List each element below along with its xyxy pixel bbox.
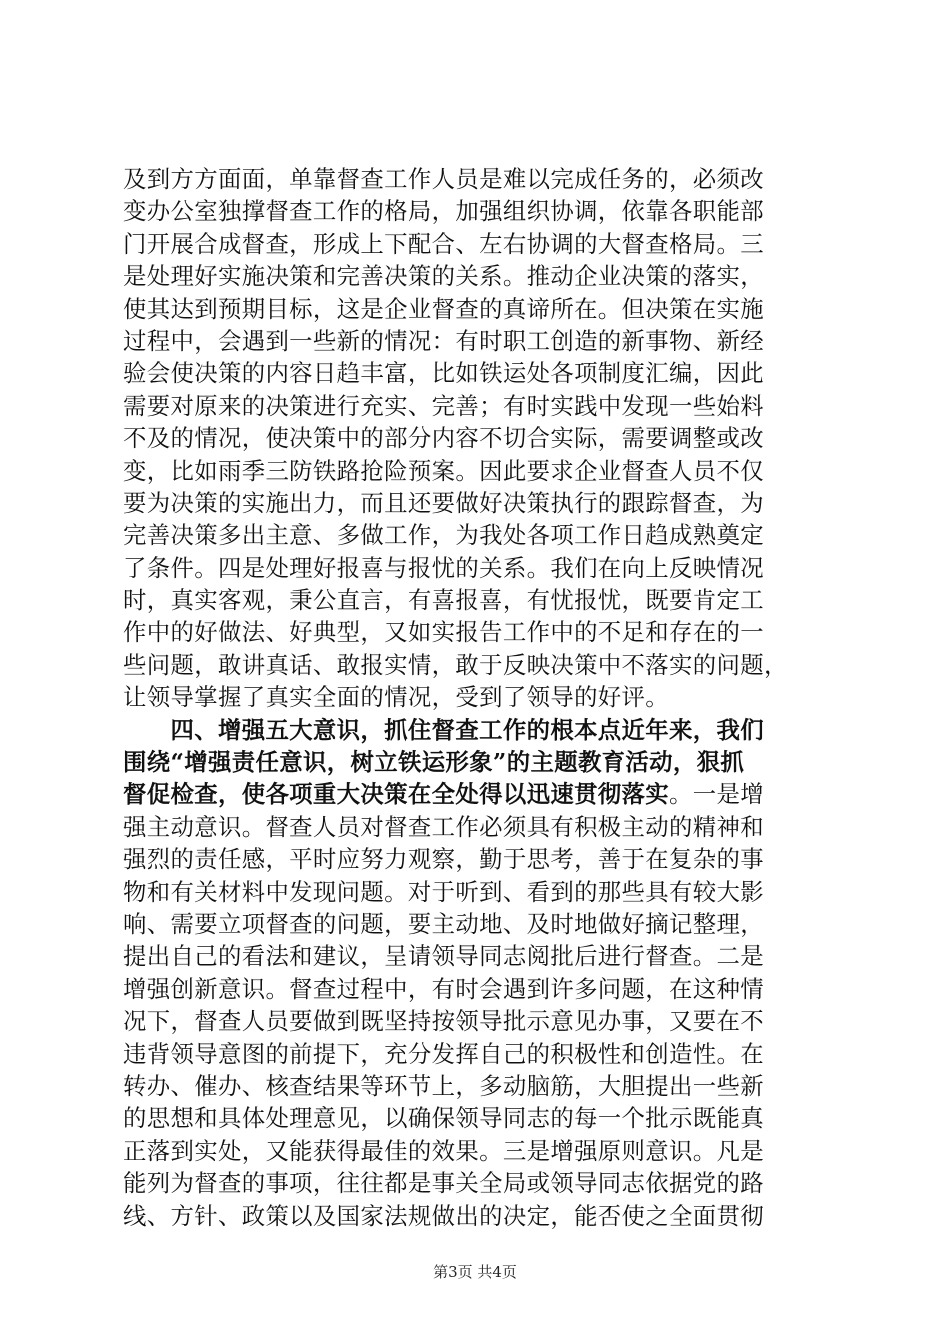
text-line: 四、增强五大意识，抓住督查工作的根本点近年来，我们 [123, 715, 764, 744]
text-line: 不及的情况，使决策中的部分内容不切合实际，需要调整或改 [123, 424, 764, 453]
text-line: 完善决策多出主意、多做工作，为我处各项工作日趋成熟奠定 [123, 521, 764, 550]
text-line-bold-part: 督促检查，使各项重大决策在全处得以迅速贯彻落实 [123, 780, 670, 809]
text-line: 的思想和具体处理意见，以确保领导同志的每一个批示既能真 [123, 1104, 764, 1133]
text-line: 变，比如雨季三防铁路抢险预案。因此要求企业督查人员不仅 [123, 456, 764, 485]
text-line: 门开展合成督查，形成上下配合、左右协调的大督查格局。三 [123, 229, 764, 258]
text-line: 况下，督查人员要做到既坚持按领导批示意见办事，又要在不 [123, 1007, 764, 1036]
text-line: 线、方针、政策以及国家法规做出的决定，能否使之全面贯彻 [123, 1201, 764, 1230]
text-line: 要为决策的实施出力，而且还要做好决策执行的跟踪督查，为 [123, 488, 764, 517]
text-line: 需要对原来的决策进行充实、完善；有时实践中发现一些始料 [123, 391, 764, 420]
text-line: 强烈的责任感，平时应努力观察，勤于思考，善于在复杂的事 [123, 845, 764, 874]
text-line: 强主动意识。督查人员对督查工作必须具有积极主动的精神和 [123, 812, 764, 841]
text-line [123, 778, 833, 810]
text-line: 违背领导意图的前提下，充分发挥自己的积极性和创造性。在 [123, 1039, 764, 1068]
text-line: 变办公室独撑督查工作的格局，加强组织协调，依靠各职能部 [123, 197, 764, 226]
text-line: 过程中，会遇到一些新的情况：有时职工创造的新事物、新经 [123, 326, 764, 355]
text-line: 时，真实客观，秉公直言，有喜报喜，有忧报忧，既要肯定工 [123, 586, 764, 615]
text-line: 能列为督查的事项，往往都是事关全局或领导同志依据党的路 [123, 1169, 764, 1198]
page-footer: 第3页 共4页 [433, 1263, 517, 1281]
text-line: 验会使决策的内容日趋丰富，比如铁运处各项制度汇编，因此 [123, 359, 764, 388]
text-line: 正落到实处，又能获得最佳的效果。三是增强原则意识。凡是 [123, 1136, 764, 1165]
text-line: 提出自己的看法和建议，呈请领导同志阅批后进行督查。二是 [123, 942, 764, 971]
text-line: 些问题，敢讲真话、敢报实情，敢于反映决策中不落实的问题， [123, 650, 788, 679]
text-line: 响、需要立项督查的问题，要主动地、及时地做好摘记整理， [123, 909, 764, 938]
text-line: 增强创新意识。督查过程中，有时会遇到许多问题，在这种情 [123, 974, 764, 1003]
body-text [123, 163, 833, 1232]
text-line: 物和有关材料中发现问题。对于听到、看到的那些具有较大影 [123, 877, 764, 906]
text-line: 让领导掌握了真实全面的情况，受到了领导的好评。 [123, 683, 670, 712]
text-line: 及到方方面面，单靠督查工作人员是难以完成任务的，必须改 [123, 165, 764, 193]
text-line: 了条件。四是处理好报喜与报忧的关系。我们在向上反映情况 [123, 553, 764, 582]
text-line: 是处理好实施决策和完善决策的关系。推动企业决策的落实， [123, 262, 764, 291]
text-line: 作中的好做法、好典型，又如实报告工作中的不足和存在的一 [123, 618, 764, 647]
text-line: 围绕“增强责任意识，树立铁运形象”的主题教育活动，狠抓 [123, 748, 745, 777]
text-line: 转办、催办、核查结果等环节上，多动脑筋，大胆提出一些新 [123, 1071, 764, 1100]
text-line: 使其达到预期目标，这是企业督查的真谛所在。但决策在实施 [123, 294, 764, 323]
text-line-normal-part: 。一是增 [669, 780, 765, 809]
